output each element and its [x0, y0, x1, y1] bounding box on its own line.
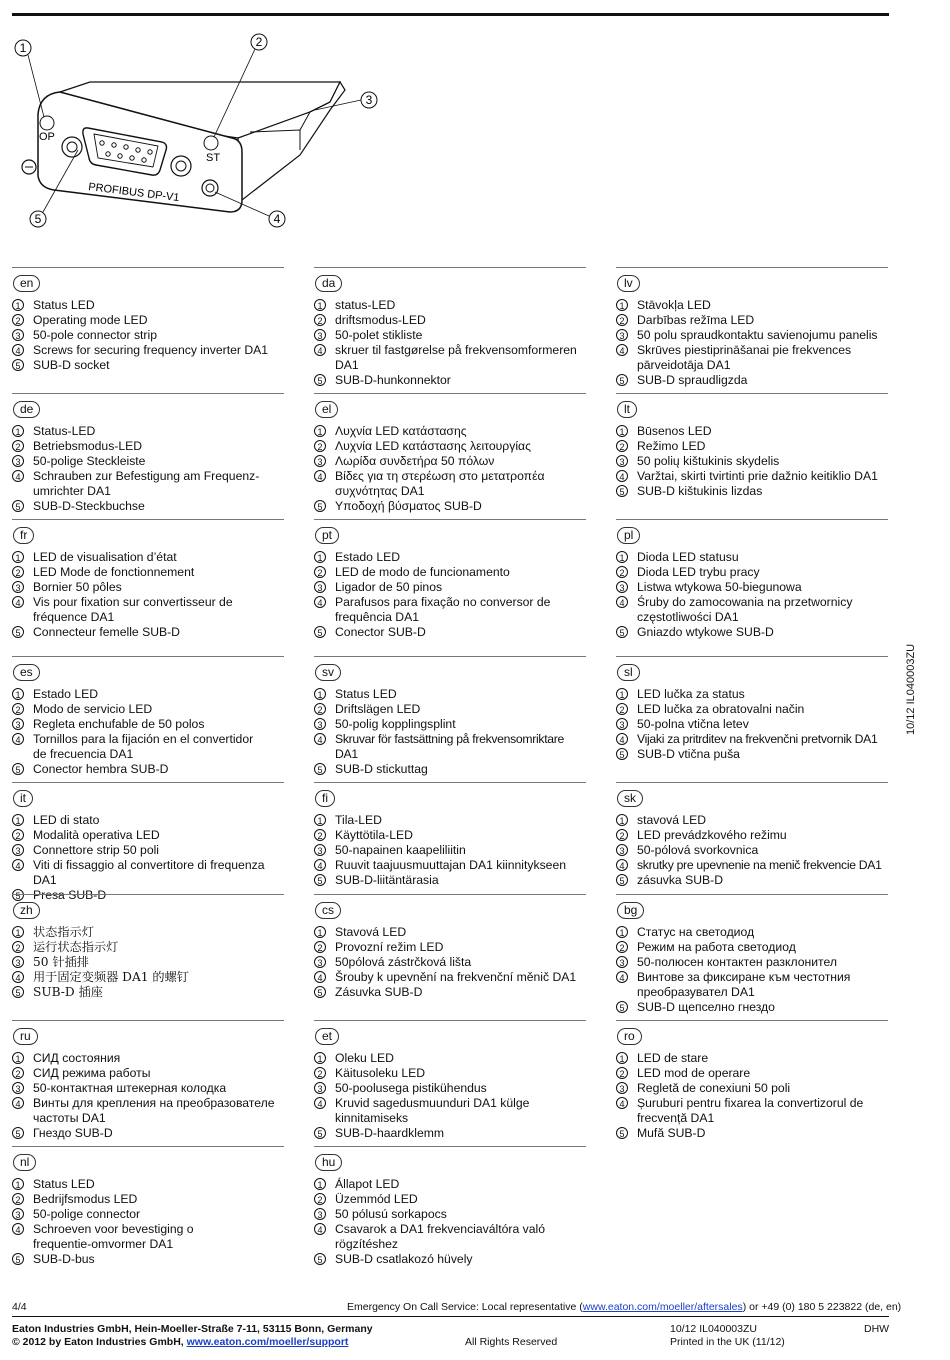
st-led-icon [204, 136, 218, 150]
item-text: Gniazdo wtykowe SUB-D [637, 625, 774, 639]
item-text: 50-полюсен контактен разклонител [637, 955, 837, 969]
item-text: Käyttötila-LED [335, 828, 413, 842]
support-link[interactable]: www.eaton.com/moeller/support [186, 1336, 349, 1348]
item-text: SUB-D-bus [33, 1252, 95, 1266]
item-text: Śruby do zamocowania na przetwornicy częstotliwości DA1 [637, 595, 853, 624]
item-text: SUB-D-liitäntärasia [335, 873, 439, 887]
lang-tag: ru [13, 1028, 38, 1045]
item-text: 50-pole connector strip [33, 328, 157, 342]
item-text: Modalità operativa LED [33, 828, 160, 842]
item-text: Driftslägen LED [335, 702, 421, 716]
lang-tag: pl [617, 527, 640, 544]
lang-tag: lv [617, 275, 640, 292]
item-text: Λωρίδα συνδετήρα 50 πόλων [335, 454, 495, 468]
lang-block-el: el 1 Λυχνία LED κατάστασης 2 Λυχνία LED κατάστασης λειτουργίας 3 Λωρίδα συνδετήρα 50 πόλων 4 Βίδες για τη στερέωση στο μετατροπέα συχνότητας DA1 5 Υποδοχή βύσματος SUB-D [314, 393, 586, 514]
lang-tag: ro [617, 1028, 642, 1045]
standoff-left-icon [62, 137, 82, 157]
lang-block-de: de 1 Status-LED 2 Betriebsmodus-LED 3 50-polige Steckleiste 4 Schrauben zur Befestigung am Frequenz- umrichter DA1 5 SUB-D-Steckbuchse [12, 393, 284, 514]
svg-text:5: 5 [34, 212, 42, 226]
lang-tag: da [315, 275, 342, 292]
item-text: 50-napainen kaapeliliitin [335, 843, 466, 857]
lang-block-nl: nl 1 Status LED 2 Bedrijfsmodus LED 3 50-polige connector 4 Schroeven voor bevestiging o frequentie-omvormer DA1 5 SUB-D-bus [12, 1146, 284, 1267]
lang-block-lt: lt 1 Būsenos LED 2 Režimo LED 3 50 polių kištukinis skydelis 4 Varžtai, skirti tvirtinti prie dažnio keitiklio DA1 5 SUB-D kištukinis lizdas [616, 393, 888, 499]
item-text: LED lučka za obratovalni način [637, 702, 805, 716]
item-text: skruer til fastgørelse på frekvensomformeren DA1 [335, 343, 577, 372]
lang-tag: de [13, 401, 40, 418]
lang-block-pl: pl 1 Dioda LED statusu 2 Dioda LED trybu pracy 3 Listwa wtykowa 50-biegunowa 4 Śruby do zamocowania na przetwornicy częstotliwości DA1 5 Gniazdo wtykowe SUB-D [616, 519, 888, 640]
item-text: Connecteur femelle SUB-D [33, 625, 180, 639]
item-text: SUB-D щепселно гнездо [637, 1000, 775, 1014]
item-text: Viti di fissaggio al convertitore di frequenza DA1 [33, 858, 265, 887]
item-text: Υποδοχή βύσματος SUB-D [335, 499, 482, 513]
lang-block-pt: pt 1 Estado LED 2 LED de modo de funcionamento 3 Ligador de 50 pinos 4 Parafusos para fixação no conversor de frequência DA1 5 Conector SUB-D [314, 519, 586, 640]
item-text: 50 polių kištukinis skydelis [637, 454, 780, 468]
item-text: 运行状态指示灯 [33, 940, 119, 954]
lang-tag: sl [617, 664, 640, 681]
item-text: 50pólová zástrčková lišta [335, 955, 472, 969]
printed-info: Printed in the UK (11/12) [670, 1336, 785, 1348]
item-text: Üzemmód LED [335, 1192, 418, 1206]
item-text: СИД режима работы [33, 1066, 151, 1080]
item-text: Screws for securing frequency inverter DA1 [33, 343, 269, 357]
lang-block-hu: hu 1 Állapot LED 2 Üzemmód LED 3 50 pólusú sorkapocs 4 Csavarok a DA1 frekvenciaváltóra való rögzítéshez 5 SUB-D csatlakozó hüvely [314, 1146, 586, 1267]
item-text: Режим на работа светодиод [637, 940, 796, 954]
item-text: Bornier 50 pôles [33, 580, 122, 594]
standoff-right-icon [171, 156, 191, 176]
item-text: Oleku LED [335, 1051, 394, 1065]
lang-block-zh: zh 1 状态指示灯 2 运行状态指示灯 3 50 针插排 4 用于固定变频器 DA1 的螺钉 5 SUB-D 插座 [12, 894, 284, 1000]
item-text: LED mod de operare [637, 1066, 751, 1080]
dhw-code: DHW [864, 1323, 890, 1335]
item-text: Tornillos para la fijación en el convertidor de frecuencia DA1 [33, 732, 254, 761]
item-text: 50-polige Steckleiste [33, 454, 146, 468]
item-text: Operating mode LED [33, 313, 148, 327]
lang-block-sk: sk 1 stavová LED 2 LED prevádzkového režimu 3 50-pólová svorkovnica 4 skrutky pre upevnenie na menič frekvencie DA1 5 zásuvka SUB-D [616, 782, 888, 888]
item-text: 50-polig kopplingsplint [335, 717, 456, 731]
item-text: Винты для крепления на преобразователе частоты DA1 [33, 1096, 275, 1125]
lang-tag: lt [617, 401, 637, 418]
item-text: LED de visualisation d’état [33, 550, 177, 564]
lang-tag: fi [315, 790, 335, 807]
item-text: 状态指示灯 [33, 925, 94, 939]
item-text: Tila-LED [335, 813, 382, 827]
item-text: Állapot LED [335, 1177, 400, 1191]
item-text: Dioda LED statusu [637, 550, 739, 564]
item-text: 50-polna vtična letev [637, 717, 749, 731]
lang-tag: en [13, 275, 40, 292]
side-document-code: 10/12 IL040003ZU [905, 643, 917, 735]
item-text: SUB-D 插座 [33, 985, 103, 999]
lang-block-ro: ro 1 LED de stare 2 LED mod de operare 3 Regletă de conexiuni 50 poli 4 Șuruburi pentru fixarea la convertizorul de frecvență DA1 5 Mufă SUB-D [616, 1020, 888, 1141]
item-text: Vijaki za pritrditev na frekvenčni pretvornik DA1 [637, 732, 878, 746]
item-text: Regleta enchufable de 50 polos [33, 717, 205, 731]
lang-tag: et [315, 1028, 339, 1045]
item-text: Skruvar för fastsättning på frekvensomriktare DA1 [335, 732, 564, 761]
item-text: 50 针插排 [33, 955, 89, 969]
item-text: LED de stare [637, 1051, 709, 1065]
item-text: Modo de servicio LED [33, 702, 153, 716]
item-text: SUB-D-haardklemm [335, 1126, 445, 1140]
item-text: driftsmodus-LED [335, 313, 426, 327]
aftersales-link[interactable]: www.eaton.com/moeller/aftersales [582, 1301, 743, 1313]
item-text: Status LED [33, 298, 95, 312]
lang-tag: sv [315, 664, 341, 681]
item-text: Csavarok a DA1 frekvenciaváltóra való rögzítéshez [335, 1222, 545, 1251]
company-address: Eaton Industries GmbH, Hein-Moeller-Straße 7-11, 53115 Bonn, Germany [12, 1323, 373, 1335]
lang-block-lv: lv 1 Stāvokļa LED 2 Darbības režīma LED 3 50 polu spraudkontaktu savienojumu panelis 4 Skrūves piestiprināšanai pie frekvences pārveidotāja DA1 5 SUB-D spraudligzda [616, 267, 888, 388]
item-text: Λυχνία LED κατάστασης λειτουργίας [335, 439, 531, 453]
item-text: Būsenos LED [637, 424, 712, 438]
item-text: Presa SUB-D [33, 888, 107, 902]
item-text: Ruuvit taajuusmuuttajan DA1 kiinnitykseen [335, 858, 567, 872]
fixing-screw-right-icon [202, 180, 218, 196]
item-text: LED lučka za status [637, 687, 745, 701]
lang-tag: bg [617, 902, 644, 919]
footer-rule [12, 1316, 889, 1317]
item-text: Статус на светодиод [637, 925, 755, 939]
item-text: 50 pólusú sorkapocs [335, 1207, 447, 1221]
item-text: Käitusoleku LED [335, 1066, 426, 1080]
lang-block-cs: cs 1 Stavová LED 2 Provozní režim LED 3 50pólová zástrčková lišta 4 Šrouby k upevnění na frekvenční měnič DA1 5 Zásuvka SUB-D [314, 894, 586, 1000]
item-text: stavová LED [637, 813, 707, 827]
lang-tag: zh [13, 902, 40, 919]
rights-reserved: All Rights Reserved [465, 1336, 558, 1348]
item-text: Λυχνία LED κατάστασης [335, 424, 467, 438]
item-text: 50-poolusega pistikühendus [335, 1081, 487, 1095]
item-text: Bedrijfsmodus LED [33, 1192, 138, 1206]
svg-text:2: 2 [255, 35, 263, 49]
lang-block-fr: fr 1 LED de visualisation d’état 2 LED Mode de fonctionnement 3 Bornier 50 pôles 4 Vis pour fixation sur convertisseur de fréquence DA1 5 Connecteur femelle SUB-D [12, 519, 284, 640]
lang-tag: fr [13, 527, 34, 544]
item-text: Listwa wtykowa 50-biegunowa [637, 580, 802, 594]
item-text: zásuvka SUB-D [637, 873, 724, 887]
item-text: SUB-D stickuttag [335, 762, 428, 776]
item-text: Status LED [33, 1177, 95, 1191]
item-text: СИД состояния [33, 1051, 121, 1065]
item-text: SUB-D kištukinis lizdas [637, 484, 763, 498]
item-text: Mufă SUB-D [637, 1126, 706, 1140]
item-text: 50-pólová svorkovnica [637, 843, 759, 857]
lang-tag: it [13, 790, 33, 807]
device-label: PROFIBUS DP-V1 [87, 181, 181, 205]
item-text: Conector SUB-D [335, 625, 426, 639]
item-text: Βίδες για τη στερέωση στο μετατροπέα συχνότητας DA1 [335, 469, 545, 498]
item-text: Darbības režīma LED [637, 313, 755, 327]
item-text: Betriebsmodus-LED [33, 439, 143, 453]
lang-tag: sk [617, 790, 643, 807]
lang-tag: nl [13, 1154, 36, 1171]
lang-block-ru: ru 1 СИД состояния 2 СИД режима работы 3 50-контактная штекерная колодка 4 Винты для крепления на преобразователе частоты DA1 5 Гнездо SUB-D [12, 1020, 284, 1141]
item-text: SUB-D-hunkonnektor [335, 373, 451, 387]
lang-block-bg: bg 1 Статус на светодиод 2 Режим на работа светодиод 3 50-полюсен контактен разклонител 4 Винтове за фиксиране към честотния преобразувател DA1 5 SUB-D щепселно гнездо [616, 894, 888, 1015]
op-led-icon [40, 116, 54, 130]
lang-block-en: en 1 Status LED 2 Operating mode LED 3 50-pole connector strip 4 Screws for securing frequency inverter DA1 5 SUB-D socket [12, 267, 284, 373]
item-text: Vis pour fixation sur convertisseur de fréquence DA1 [33, 595, 233, 624]
item-text: Șuruburi pentru fixarea la convertizorul de frecvență DA1 [637, 1096, 864, 1125]
lang-tag: pt [315, 527, 339, 544]
item-text: Varžtai, skirti tvirtinti prie dažnio keitiklio DA1 [637, 469, 878, 483]
item-text: Status LED [335, 687, 397, 701]
top-rule [12, 13, 889, 16]
lang-tag: cs [315, 902, 341, 919]
lang-tag: el [315, 401, 338, 418]
item-text: 50 polu spraudkontaktu savienojumu panelis [637, 328, 878, 342]
item-text: 用于固定变频器 DA1 的螺钉 [33, 970, 189, 984]
page-number: 4/4 [12, 1301, 27, 1313]
item-text: LED Mode de fonctionnement [33, 565, 195, 579]
item-text: SUB-D socket [33, 358, 110, 372]
item-text: LED de modo de funcionamento [335, 565, 510, 579]
lang-block-sv: sv 1 Status LED 2 Driftslägen LED 3 50-polig kopplingsplint 4 Skruvar för fastsättning på frekvensomriktare DA1 5 SUB-D stickuttag [314, 656, 586, 777]
item-text: SUB-D csatlakozó hüvely [335, 1252, 473, 1266]
item-text: LED prevádzkového režimu [637, 828, 787, 842]
item-text: LED di stato [33, 813, 100, 827]
item-text: Винтове за фиксиране към честотния преобразувател DA1 [637, 970, 851, 999]
item-text: SUB-D vtična puša [637, 747, 740, 761]
item-text: Skrūves piestiprināšanai pie frekvences pārveidotāja DA1 [637, 343, 852, 372]
item-text: Гнездо SUB-D [33, 1126, 113, 1140]
lang-block-es: es 1 Estado LED 2 Modo de servicio LED 3 Regleta enchufable de 50 polos 4 Tornillos para la fijación en el convertidor de frecuencia DA1 5 Conector hembra SUB-D [12, 656, 284, 777]
item-text: Provozní režim LED [335, 940, 444, 954]
item-text: Schroeven voor bevestiging o frequentie-omvormer DA1 [33, 1222, 194, 1251]
copyright: © 2012 by Eaton Industries GmbH, www.eaton.com/moeller/support [12, 1336, 349, 1348]
item-text: Kruvid sagedusmuunduri DA1 külge kinnitamiseks [335, 1096, 530, 1125]
st-label: ST [206, 152, 221, 164]
item-text: Stavová LED [335, 925, 407, 939]
item-text: 50-polige connector [33, 1207, 141, 1221]
item-text: Režimo LED [637, 439, 706, 453]
item-text: Stāvokļa LED [637, 298, 711, 312]
lang-tag: hu [315, 1154, 342, 1171]
item-text: Status-LED [33, 424, 96, 438]
svg-text:3: 3 [365, 93, 373, 107]
item-text: Dioda LED trybu pracy [637, 565, 760, 579]
doc-code: 10/12 IL040003ZU [670, 1323, 757, 1335]
op-label: OP [39, 131, 55, 143]
item-text: Estado LED [335, 550, 401, 564]
item-text: status-LED [335, 298, 396, 312]
svg-text:1: 1 [19, 41, 27, 55]
item-text: Zásuvka SUB-D [335, 985, 423, 999]
lang-block-sl: sl 1 LED lučka za status 2 LED lučka za obratovalni način 3 50-polna vtična letev 4 Vijaki za pritrditev na frekvenčni pretvornik DA1 5 SUB-D vtična puša [616, 656, 888, 762]
profibus-module-figure [10, 30, 410, 235]
item-text: SUB-D spraudligzda [637, 373, 748, 387]
lang-block-et: et 1 Oleku LED 2 Käitusoleku LED 3 50-poolusega pistikühendus 4 Kruvid sagedusmuunduri DA1 külge kinnitamiseks 5 SUB-D-haardklemm [314, 1020, 586, 1141]
emergency-service: Emergency On Call Service: Local representative (www.eaton.com/moeller/aftersales) or +49 (0) 180 5 223822 (de, en) [347, 1301, 902, 1313]
item-text: Estado LED [33, 687, 99, 701]
fixing-screw-left-icon [22, 160, 36, 174]
item-text: 50-polet stikliste [335, 328, 423, 342]
item-text: skrutky pre upevnenie na menič frekvencie DA1 [637, 858, 882, 872]
item-text: Connettore strip 50 poli [33, 843, 160, 857]
item-text: Regletă de conexiuni 50 poli [637, 1081, 791, 1095]
item-text: Ligador de 50 pinos [335, 580, 443, 594]
item-text: SUB-D-Steckbuchse [33, 499, 145, 513]
item-text: 50-контактная штекерная колодка [33, 1081, 227, 1095]
item-text: Šrouby k upevnění na frekvenční měnič DA1 [335, 970, 577, 984]
item-text: Parafusos para fixação no conversor de frequência DA1 [335, 595, 551, 624]
item-text: Conector hembra SUB-D [33, 762, 169, 776]
lang-block-it: it 1 LED di stato 2 Modalità operativa LED 3 Connettore strip 50 poli 4 Viti di fissaggio al convertitore di frequenza DA1 5 Presa SUB-D [12, 782, 284, 903]
lang-block-da: da 1 status-LED 2 driftsmodus-LED 3 50-polet stikliste 4 skruer til fastgørelse på frekvensomformeren DA1 5 SUB-D-hunkonnektor [314, 267, 586, 388]
lang-tag: es [13, 664, 40, 681]
lang-block-fi: fi 1 Tila-LED 2 Käyttötila-LED 3 50-napainen kaapeliliitin 4 Ruuvit taajuusmuuttajan DA1 kiinnitykseen 5 SUB-D-liitäntärasia [314, 782, 586, 888]
item-text: Schrauben zur Befestigung am Frequenz- umrichter DA1 [33, 469, 260, 498]
svg-text:4: 4 [273, 212, 281, 226]
